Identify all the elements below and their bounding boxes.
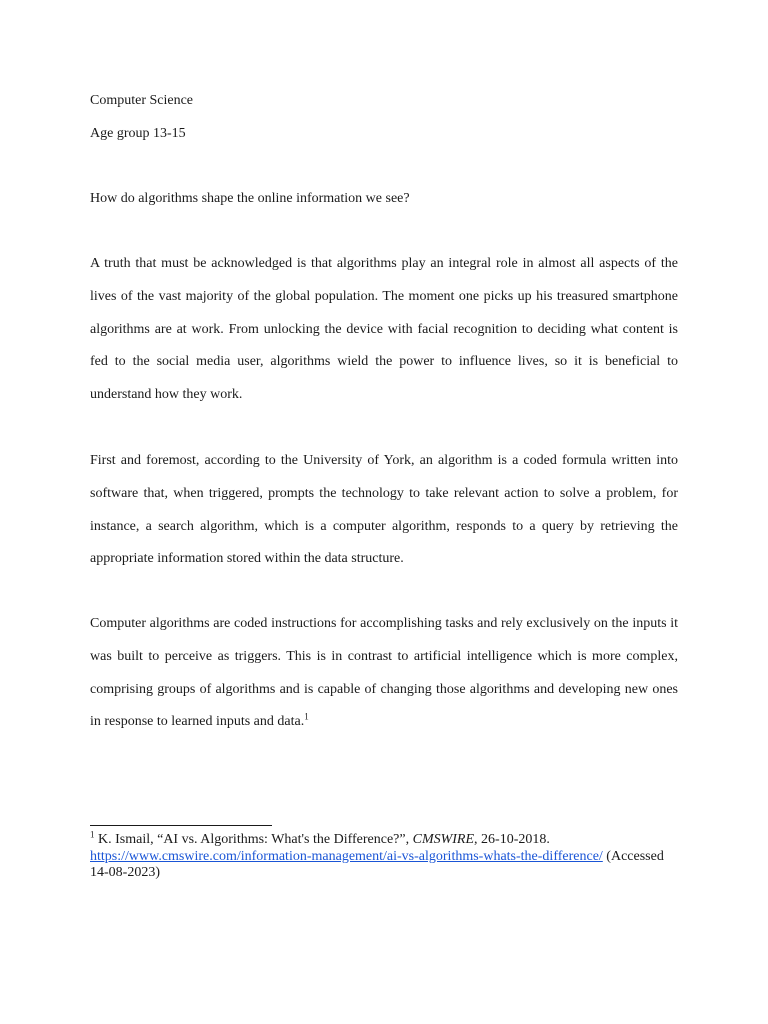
footnote-author: K. Ismail, xyxy=(98,832,158,847)
footnote-reference[interactable]: 1 xyxy=(304,711,309,722)
footnote xyxy=(90,829,680,882)
footnote-separator xyxy=(90,825,272,826)
footnote-number: 1 xyxy=(90,829,95,840)
subject-line: Computer Science xyxy=(90,93,194,108)
footnote-date: , 26-10-2018. xyxy=(474,832,550,847)
paragraph-1: A truth that must be acknowledged is that algorithms play an integral role in almost all aspects of the lives of the vast majority of the global population. The moment one picks up his treasured smartphone algorithms are at work. From unlocking the device with facial recognition to deciding what content is fed to the social media user, algorithms wield the power to influence lives, so it is beneficial to understand how they work. xyxy=(90,256,678,403)
essay-title: How do algorithms shape the online information we see? xyxy=(90,191,410,206)
paragraph-3-text: Computer algorithms are coded instructions for accomplishing tasks and rely exclusively on the inputs it was built to perceive as triggers. This is in contrast to artificial intelligence which is more complex, comprising groups of algorithms and is capable of changing those algorithms and developing new ones in response to learned inputs and data. xyxy=(90,616,678,730)
footnote-article-title: “AI vs. Algorithms: What's the Difference?”, xyxy=(157,832,413,847)
footnote-publication: CMSWIRE xyxy=(412,832,475,847)
age-group-line: Age group 13-15 xyxy=(90,126,186,141)
footnote-url-link[interactable]: https://www.cmswire.com/information-management/ai-vs-algorithms-whats-the-difference/ xyxy=(90,848,603,864)
paragraph-2: First and foremost, according to the University of York, an algorithm is a coded formula written into software that, when triggered, prompts the technology to take relevant action to solve a problem, for instance, a search algorithm, which is a computer algorithm, responds to a query by retrieving the appropriate information stored within the data structure. xyxy=(90,453,678,567)
paragraph-3 xyxy=(90,608,678,739)
footnote-accessed: (Accessed 14-08-2023) xyxy=(90,848,664,880)
